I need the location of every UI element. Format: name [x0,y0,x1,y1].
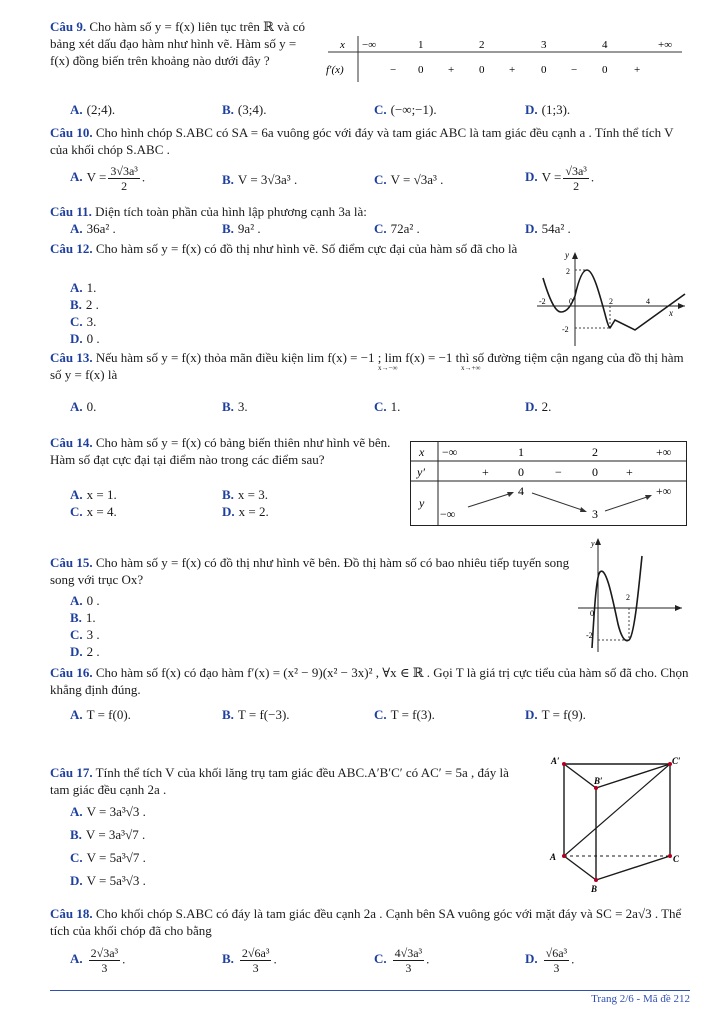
q17-option-a[interactable]: A. V = 3a³√3 . [70,804,146,819]
question-11-text: Diện tích toàn phần của hình lập phương cạnh 3a là: [95,204,367,219]
question-9-text: Cho hàm số y = f(x) liên tục trên ℝ và có bảng xét dấu đạo hàm như hình vẽ. Hàm số y = f(x) đồng biến trên khoảng nào dưới đây ? [50,19,305,68]
q17-option-d[interactable]: D. V = 5a³√3 . [70,873,146,888]
q15-y-label: y [591,539,595,548]
q9-x5: +∞ [658,39,673,51]
graph-q12 [535,248,690,348]
q18-option-b[interactable]: B. $\frac{\text{2√6a³}}{3}$ . [222,946,277,975]
question-15 [50,554,570,588]
q15-tick-m2: -2 [586,631,593,640]
q14-y3: +∞ [656,484,672,498]
q14-x-label: x [419,445,425,459]
q9-option-b[interactable]: B. (3;4). [222,102,267,117]
question-18-text: Cho khối chóp S.ABC có đáy là tam giác đều cạnh 2a . Cạnh bên SA vuông góc với mặt đáy và SC = 2a√3 . Thể tích của khối chóp đã cho bằng [50,906,682,938]
q9-v8: + [634,64,641,76]
q13-option-a[interactable]: A. 0. [70,399,97,414]
q12-option-b[interactable]: B. 2 . [70,297,99,312]
q14-option-c[interactable]: C. x = 4. [70,504,117,519]
question-15-text: Cho hàm số y = f(x) có đồ thị như hình vẽ bên. Đồ thị hàm số có bao nhiêu tiếp tuyến song song với trục Ox? [50,555,570,587]
label-b-prime: B′ [594,776,603,786]
question-15-label: Câu 15. [50,555,93,570]
q9-v2: + [448,64,455,76]
q10-option-a[interactable]: A. V = $\frac{\text{3√3a³}}{2}$ . [70,164,146,193]
q11-options [70,221,690,239]
question-9-label: Câu 9. [50,19,87,34]
label-a: A [550,852,557,862]
q9-option-a[interactable]: A. (2;4). [70,102,116,117]
question-17-text: Tính thể tích V của khối lăng trụ tam giác đều ABC.A′B′C′ có AC′ = 5a , đáy là tam giác đều cạnh 2a . [50,765,509,797]
q9-x4: 4 [602,39,608,51]
q15-origin: 0 [590,609,594,618]
label-a-prime: A′ [551,756,560,766]
question-14-text: Cho hàm số y = f(x) có bảng biến thiên như hình vẽ bên. Hàm số đạt cực đại tại điểm nào trong các điểm sau? [50,435,391,467]
q14-x2: 2 [592,445,598,459]
q12-x-label: x [669,308,673,318]
q17-option-c[interactable]: C. V = 5a³√7 . [70,850,146,865]
q12-tick-2x: 2 [609,297,613,306]
q15-option-a[interactable]: A. 0 . [70,593,100,608]
q12-option-d[interactable]: D. 0 . [70,331,100,346]
q13-option-c[interactable]: C. 1. [374,399,401,414]
q13-lim1: x→−∞ [378,364,398,372]
q15-option-c[interactable]: C. 3 . [70,627,100,642]
q15-tick-2x: 2 [626,593,630,602]
q15-option-d[interactable]: D. 2 . [70,644,100,659]
q12-origin: 0 [569,297,573,306]
q11-option-b[interactable]: B. 9a² . [222,221,261,236]
question-16-text: Cho hàm số f(x) có đạo hàm f′(x) = (x² − 9)(x² − 3x)² , ∀x ∈ ℝ . Gọi T là giá trị cực tiểu của hàm số đã cho. Chọn khẳng định đúng. [50,665,689,697]
q18-option-c[interactable]: C. $\frac{\text{4√3a³}}{3}$ . [374,946,430,975]
q10-option-d[interactable]: D. V = $\frac{\text{√3a³}}{2}$ . [525,164,595,193]
question-18-label: Câu 18. [50,906,93,921]
question-17 [50,764,528,798]
question-12 [50,240,528,257]
sign-table-q9 [322,36,692,86]
q9-v0: − [390,64,397,76]
q13-options [70,399,690,417]
q13-option-d[interactable]: D. 2. [525,399,552,414]
variation-table-q14 [410,441,688,527]
prism-figure-q17 [540,752,690,894]
q18-option-d[interactable]: D. $\frac{\text{√6a³}}{3}$ . [525,946,575,975]
q14-s3: 0 [592,465,598,479]
q14-x0: −∞ [442,445,458,459]
q14-y-label: y [419,496,425,510]
question-10-label: Câu 10. [50,125,93,140]
question-10-text: Cho hình chóp S.ABC có SA = 6a vuông góc với đáy và tam giác ABC là tam giác đều cạnh a . Tính thể tích V của khối chóp S.ABC . [50,125,674,157]
label-c-prime: C′ [672,756,681,766]
q12-tick-4x: 4 [646,297,650,306]
question-17-label: Câu 17. [50,765,93,780]
question-12-label: Câu 12. [50,241,93,256]
question-12-text: Cho hàm số y = f(x) có đồ thị như hình vẽ. Số điểm cực đại của hàm số đã cho là [95,241,518,256]
question-13-label: Câu 13. [50,350,93,365]
question-16-label: Câu 16. [50,665,93,680]
question-16 [50,664,690,698]
q9-x2: 2 [479,39,485,51]
q10-options [70,164,690,198]
q9-x1: 1 [418,39,424,51]
q9-f-label: f′(x) [326,64,344,76]
q14-s0: + [482,465,489,479]
q11-option-a[interactable]: A. 36a² . [70,221,116,236]
q15-option-b[interactable]: B. 1. [70,610,96,625]
question-18 [50,905,690,939]
question-9 [50,18,305,69]
q14-y0: −∞ [440,507,456,521]
q14-x3: +∞ [656,445,672,459]
q16-options [70,707,690,725]
q12-tick-2: 2 [566,267,570,276]
q9-v7: 0 [602,64,608,76]
page-footer: Trang 2/6 - Mã đề 212 [591,993,690,1005]
q14-option-a[interactable]: A. x = 1. [70,487,117,502]
label-c: C [673,854,680,864]
q12-y-label: y [565,250,569,260]
q14-option-b[interactable]: B. x = 3. [222,487,269,502]
q14-s2: − [555,465,562,479]
q14-y1: 4 [518,484,524,498]
q16-option-d[interactable]: D. T = f(9). [525,707,586,722]
question-11-label: Câu 11. [50,204,92,219]
q9-v4: + [509,64,516,76]
q9-option-d[interactable]: D. (1;3). [525,102,571,117]
q18-option-a[interactable]: A. $\frac{\text{2√3a³}}{3}$ . [70,946,126,975]
q12-option-c[interactable]: C. 3. [70,314,97,329]
q11-option-c[interactable]: C. 72a² . [374,221,420,236]
q11-option-d[interactable]: D. 54a² . [525,221,571,236]
label-b: B [591,884,598,894]
q17-option-b[interactable]: B. V = 3a³√7 . [70,827,146,842]
q9-v6: − [571,64,578,76]
q16-option-a[interactable]: A. T = f(0). [70,707,131,722]
q13-option-b[interactable]: B. 3. [222,399,248,414]
q18-options [70,946,690,980]
q9-x0: −∞ [362,39,377,51]
q9-v5: 0 [541,64,547,76]
question-10 [50,124,690,158]
q14-option-d[interactable]: D. x = 2. [222,504,269,519]
graph-q15 [578,536,686,654]
question-14 [50,434,395,468]
q14-x1: 1 [518,445,524,459]
q9-x-label: x [340,39,345,51]
q9-v1: 0 [418,64,424,76]
q14-s4: + [626,465,633,479]
q12-tick-m2x: -2 [539,297,546,306]
question-11 [50,203,690,220]
question-13 [50,349,690,383]
q10-option-b[interactable]: B. V = 3√3a³ . [222,172,298,187]
q16-option-b[interactable]: B. T = f(−3). [222,707,290,722]
q14-y2: 3 [592,507,598,521]
q14-yp-label: y′ [417,465,425,479]
question-13-text: Nếu hàm số y = f(x) thỏa mãn điều kiện lim f(x) = −1 ; lim f(x) = −1 thì số đường tiệm cận ngang của đồ thị hàm số y = f(x) là [50,350,684,382]
q12-option-a[interactable]: A. 1. [70,280,97,295]
q9-v3: 0 [479,64,485,76]
q9-options [70,102,690,120]
q13-lim2: x→+∞ [461,364,481,372]
footer-divider [50,990,690,991]
q12-tick-m2: -2 [562,325,569,334]
q9-option-c[interactable]: C. (−∞;−1). [374,102,437,117]
q16-option-c[interactable]: C. T = f(3). [374,707,435,722]
q14-s1: 0 [518,465,524,479]
q10-option-c[interactable]: C. V = √3a³ . [374,172,444,187]
question-14-label: Câu 14. [50,435,93,450]
q9-x3: 3 [541,39,547,51]
